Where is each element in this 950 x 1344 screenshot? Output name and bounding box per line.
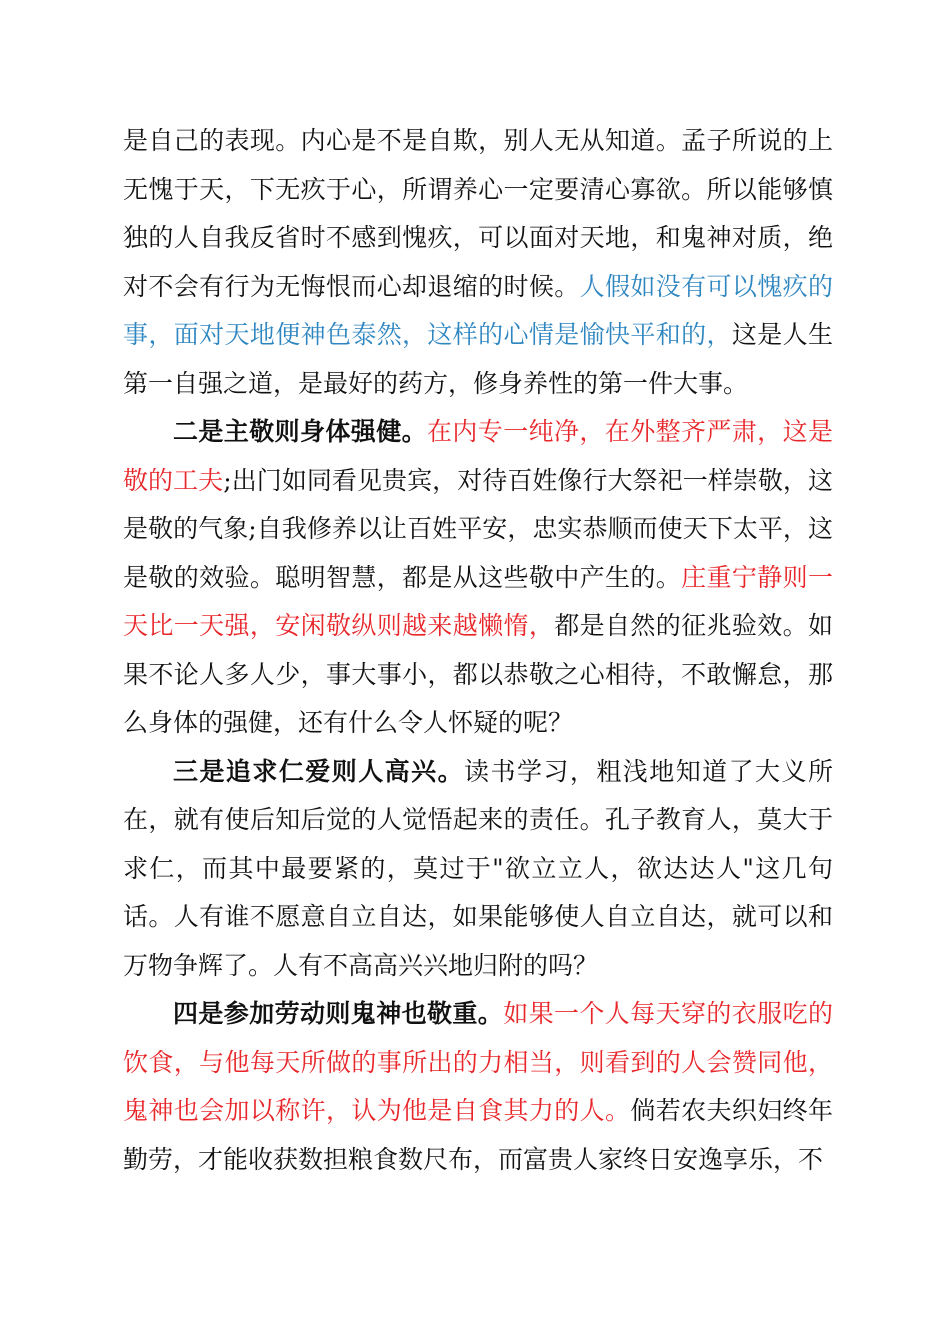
- paragraph-4-heading: 四是参加劳动则鬼神也敬重。: [173, 999, 504, 1028]
- paragraph-3-text: 读书学习，粗浅地知道了大义所在，就有使后知后觉的人觉悟起来的责任。孔子教育人，莫大于求仁，而其中最要紧的，莫过于"欲立立人，欲达达人"这几句话。人有谁不愿意自立自达，如果能够使人自立自达，就可以和万物争辉了。人有不高高兴兴地归附的吗？: [123, 756, 833, 980]
- paragraph-4-text: 倘若农夫织妇终年勤劳，才能收获数担粮食数尺布，而富贵人家终日安逸享乐，不: [123, 1096, 833, 1174]
- paragraph-2-highlight-red-2: 庄重宁静则一天比一天强，安闲敬纵则越来越懒惰，: [123, 562, 833, 640]
- body-text: [123, 117, 833, 1184]
- paragraph-3-heading: 三是追求仁爱则人高兴。: [173, 756, 465, 786]
- paragraph-2-highlight-red-1: 在内专一纯净，在外整齐严肃，这是敬的工夫: [123, 417, 833, 495]
- paragraph-2-text-end: 都是自然的征兆验效。如果不论人多人少，事大事小，都以恭敬之心相待，不敢懈怠，那么身体的强健，还有什么令人怀疑的呢？: [123, 611, 833, 737]
- paragraph-1-text-end: 这是人生第一自强之道，是最好的药方，修身养性的第一件大事。: [123, 320, 833, 398]
- paragraph-1: [123, 117, 833, 408]
- paragraph-2-heading: 二是主敬则身体强健。: [173, 417, 427, 446]
- paragraph-2-text: ;出门如同看见贵宾，对待百姓像行大祭祀一样崇敬，这是敬的气象;自我修养以让百姓平安，忠实恭顺而使天下太平，这是敬的效验。聪明智慧，都是从这些敬中产生的。: [123, 465, 833, 592]
- paragraph-2: [123, 408, 833, 748]
- paragraph-1-text: 是自己的表现。内心是不是自欺，别人无从知道。孟子所说的上无愧于天，下无疚于心，所谓养心一定要清心寡欲。所以能够慎独的人自我反省时不感到愧疚，可以面对天地，和鬼神对质，绝对不会有行为无悔恨而心却退缩的时候。: [123, 126, 833, 301]
- paragraph-4: [123, 990, 833, 1184]
- paragraph-4-highlight-red: 如果一个人每天穿的衣服吃的饮食，与他每天所做的事所出的力相当，则看到的人会赞同他，鬼神也会加以称许，认为他是自食其力的人。: [123, 999, 833, 1125]
- paragraph-3: [123, 748, 833, 991]
- paragraph-1-highlight-blue: 人假如没有可以愧疚的事，面对天地便神色泰然，这样的心情是愉快平和的，: [123, 271, 833, 349]
